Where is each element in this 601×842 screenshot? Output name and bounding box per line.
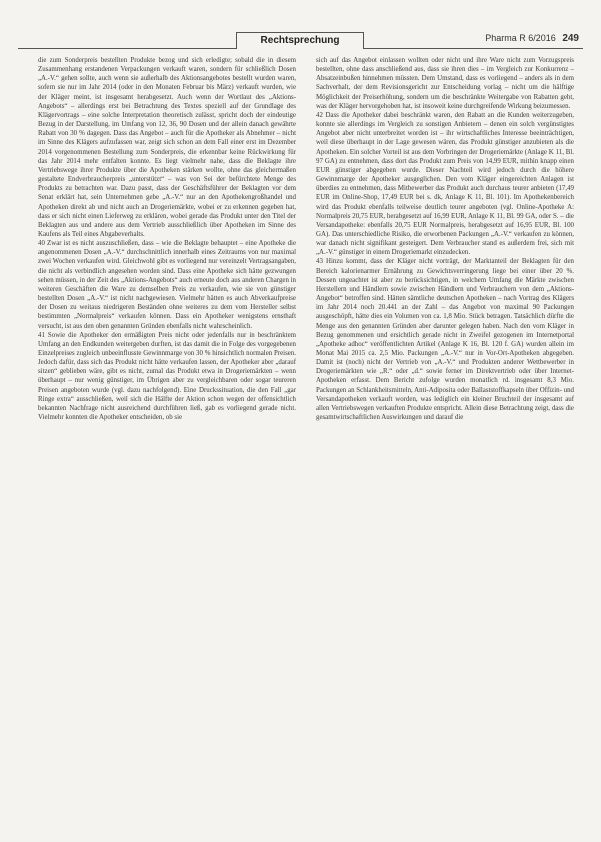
journal-info <box>485 33 579 44</box>
paragraph: 40 Zwar ist es nicht auszuschließen, dass – wie die Beklagte behauptet – eine Apotheke die angenommenen Dosen „A.-V.“ durchschnittlich innerhalb eines Zeitraums von nur maximal zwei Wochen verkaufen wird. Gleichwohl gibt es vorliegend nur vereinzelt Vertragsangaben, die nicht als verbindlich angesehen worden sind. Dass eine Apotheke sich hätte gezwungen sehen müssen, in der Zeit des „Aktions-Angebots“ auch erneute doch aus anderen Chargen in weiteren Geschäften die Ware zu demselben Preis zu verkaufen, wie sie von günstiger bestellten Dosen „A.-V.“ ist nicht nachgewiesen. Vielmehr hätten es auch Abverkaufpreise der Dosen zu weitaus niedrigeren Beständen ohne weiteres zu dem vom Hersteller selbst bestimmten „Normalpreis“ verkaufen können. Dass ein Apotheker wenigstens ernsthaft versucht, ist aus den oben genannten Gründen ebenfalls nicht wahrscheinlich. <box>38 240 296 330</box>
paragraph: 41 Sowie die Apotheker den ermäßigten Preis nicht oder jedenfalls nur in beschränktem Umfang an den Endkunden weitergeben durften, ist das damit die in Folge des vorgegebenen Einzelpreises zugleich unbeeinflusste Gewinnmarge von 30 % hinsichtlich normalen Preisen. Jedoch dafür, dass sich das Produkt nicht hätte verkaufen lassen, der Apotheker aber „darauf sitzen“ geblieben wäre, gibt es nicht, zumal das Produkt etwa in Drogeriemärkten – wenn überhaupt – nur wenig günstiger, im Übrigen aber zu vergleichbaren oder sogar teureren Preisen angeboten wurde (vgl. dazu nachfolgend). Eine Druckssituation, die den Fall „gar Ringe extra“ ausschließen, weil sich die Hälfte der Aktion schon wegen der offensichtlich bekannten Nachfrage nicht ausreichend durchführen ließ, gab es vorliegend gerade nicht. Vielmehr konnten die Apotheker entscheiden, ob sie <box>38 331 296 422</box>
left-column <box>38 56 296 422</box>
paragraph: die zum Sonderpreis bestellten Produkte bezog und sich erledigte; sobald die in diesem Zusammenhang erstandenen Verpackungen verkauft waren, sondern für schließlich Dosen „A.-V.“ gehen sollte, auch wenn sie außerhalb des Aktionsangebotes bestellt wurden waren, sofern sie nur im Jahr 2014 (oder in den Monaten Februar bis März) verkauft wurden, wie der Kläger meint, ist insgesamt herabgesetzt. Auch wenn der Wortlaut des „Aktions-Angebots“ – allerdings erst bei Betrachtung des Textes speziell auf der Grundlage des Klägervortrags – eine solche Interpretation theoretisch zulässt, spricht doch der eindeutige Bezug in der Darstellung, im Umfang von 12, 36, 90 Dosen und der allein danach gewährte Rabatt von 30 % dagegen. Dass das Angebot – auch für die Apotheker als Abnehmer – nicht im Sinne des Klägers aufzufassen war, zeigt sich schon an dem Fall einer erst im Dezember 2014 vorgenommenen Bestellung zum Sonderpreis, die erkennbar keine Rückwirkung für das Jahr 2014 mehr entfalten konnte. Es liegt vielmehr nahe, dass die Beklagte ihre Vertriebswege ihrer Produkte über die Apotheken stärken wollte, ohne das gleichermaßen gestaltete Endverbraucherpreis „unterstützt“ – was von Sei der befürchtete Menge des Produkts zu betrachten war. Dazu passt, dass der Geschäftsführer der Beklagten vor dem Senat erklärt hat, sein Unternehmen gebe „A.-V.“ nur an den Apothekengroßhandel und Apotheken direkt ab und nicht auch an Drogeriemärkte, wobei er zu erkennen gegeben hat, dass er sich nicht einen Lieferweg zu erklären, wobei gerade das Produkt unter den Titel der Beklagten aus und andere aus dem Vertrieb ausschließlich über Apotheken im Sinne des Kaufens als Teil eines Abgabeverhalts. <box>38 57 296 238</box>
page-number: 249 <box>562 33 579 44</box>
section-title: Rechtsprechung <box>236 32 364 49</box>
paragraph: 42 Dass die Apotheker dabei beschränkt waren, den Rabatt an die Kunden weiterzugeben, konnte sie allerdings im Vergleich zu sonstigen Anbietern – denen ein solch vergünstigtes Angebot aber nicht unterbreitet worden ist – ihr wirtschaftliches Interesse beeinträchtigen, weil diese überhaupt in der Lage gewesen wären, das Produkt günstiger anzubieten als die Apotheken. Ein solcher Vorteil ist aus dem Vorbringen der Drogeriemärkte (Anlage K 11, Bl. 97 GA) zu entnehmen, dass dort das Produkt zum Preis von 14,99 EUR, mithin knapp einen EUR günstiger abgegeben wurde. Dieser Nachteil wird jedoch durch die höhere Gewinnmarge der Apotheker ausgeglichen. Den vom Kläger eingereichten Anlagen ist überdies zu entnehmen, dass Mitbewerber das Produkt auch durchaus teurer anbieten (17,49 EUR im Online-Shop, 17,49 EUR bei s. dk, Anlage K 11, Bl. 101). Im Apothekenbereich wird das Produkt ebenfalls teilweise deutlich teurer angeboten (vgl. Online-Apotheke A: Normalpreis 20,75 EUR, herabgesetzt auf 16,99 EUR, Anlage K 11, Bl. 99 GA, oder S. – die Versandapotheke: ebenfalls 20,75 EUR Normalpreis, herabgesetzt auf 16,95 EUR, Bl. 100 GA). Das unterschiedliche Risiko, die erworbenen Packungen „A.-V.“ verkaufen zu können, war danach nicht signifikant gesteigert. Dem Verbraucher stand es außerdem frei, sich mit „A.-V.“ günstiger in einem Drogeriemarkt einzudecken. <box>316 111 574 257</box>
journal-issue: Pharma R 6/2016 <box>485 33 556 43</box>
right-column <box>316 56 574 422</box>
paragraph: sich auf das Angebot einlassen wollten oder nicht und ihre Ware nicht zum Vorzugspreis bestellten, ohne dass anschließend aus, dass sie ihren dies – im Vergleich zur Konkurrenz – Absatzeinbußen hinnehmen müssten. Dem Umstand, dass es vorliegend – anders als in dem Sachverhalt, der dem Revisionsgericht zur Entscheidung vorlag – nicht um die hälftige Möglichkeit der Preiserhöhung, sondern um die beschränkte Weitergabe von Rabatten geht, was der Kläger hervorgehoben hat, ist insoweit keine durchgreifende Wirkung beizumessen. <box>316 57 574 110</box>
paragraph: 43 Hinzu kommt, dass der Kläger nicht vorträgt, der Marktanteil der Beklagten für den Bereich kalorienarmer Ernährung zu Gewichtsverringerung liege bei einer über 20 %. Dessen ungeachtet ist aber zu berücksichtigen, in welchem Umfang die Märkte zwischen Herstellern und Händlern sowie zwischen Händlern und Verbrauchern von dem „Aktions-Angebot“ betroffen sind. Hätten sämtliche deutschen Apotheken – nach Vortrag des Klägers im Jahr 2014 noch 20.441 an der Zahl – das Angebot von maximal 90 Packungen ausgeschöpft, hätte dies ein Volumen von ca. 1,8 Mio. Stück betragen. Tatsächlich dürfte die Menge aus den genannten Gründen aber darunter gelegen haben. Nach den vom Kläger in Bezug genommenen und ersichtlich gerade nicht in Zweifel gezogenen im Internetportal „Apotheke adhoc“ veröffentlichten Artikel (Anlage K 16, Bl. 120 f. GA) wurden allein im Monat Mai 2015 ca. 2,5 Mio. Packungen „A.-V.“ nur in Vor-Ort-Apotheken abgegeben. Damit ist (noch) nicht der Vertrieb von „A.-V.“ und Produkten anderer Wettbewerber in Drogeriemärkten wie „R.“ oder „d.“ sowie ferner im Direktvertrieb oder über Internet-Apotheken erfasst. Dem Bericht zufolge wurden monatlich rd. insgesamt 8,3 Mio. Packungen an Schlankheitsmitteln, Anti-Adiposita oder Ballaststoffkapseln über Offizin- und Versandapotheken verkauft worden, was lediglich ein kleiner Bruchteil der insgesamt auf allen Vertriebswegen verkauften Produkte entspricht. Allein diese Betrachtung zeigt, dass die gesamtwirtschaftlichen Auswirkungen und darauf die <box>316 258 574 422</box>
